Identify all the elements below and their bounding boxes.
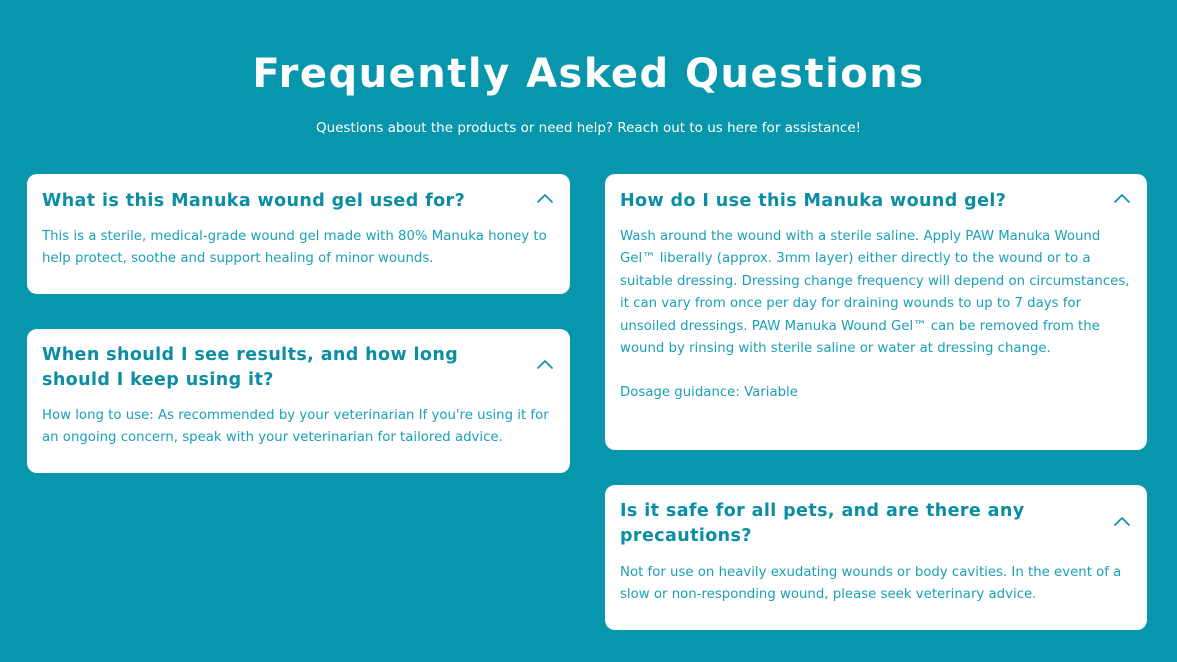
- chevron-up-icon[interactable]: [1114, 193, 1130, 203]
- faq-question-toggle[interactable]: [42, 189, 555, 214]
- faq-question-toggle[interactable]: [620, 189, 1132, 214]
- page-subtitle: Questions about the products or need help? Reach out to us here for assistance!: [315, 120, 862, 136]
- faq-item: [605, 174, 1147, 450]
- faq-answer-text: Wash around the wound with a sterile saline. Apply PAW Manuka Wound Gel™ liberally (approx. 3mm layer) either directly to the wound or to a suitable dressing. Dressing change frequency will depend on circumstances, it can vary from once per day for draining wounds to up to 7 days for unsoiled dressings. PAW Manuka Wound Gel™ can be removed from the wound by rinsing with sterile saline or water at dressing change.: [620, 229, 1130, 357]
- faq-item: [605, 485, 1147, 630]
- page-title: Frequently Asked Questions: [252, 51, 925, 97]
- faq-question-toggle[interactable]: [42, 343, 555, 392]
- faq-question: Is it safe for all pets, and are there any precautions?: [620, 501, 1025, 546]
- faq-question: What is this Manuka wound gel used for?: [42, 191, 466, 211]
- faq-answer-text: This is a sterile, medical-grade wound gel made with 80% Manuka honey to help protect, soothe and support healing of minor wounds.: [42, 229, 547, 267]
- faq-question: When should I see results, and how long should I keep using it?: [42, 345, 459, 390]
- chevron-up-icon[interactable]: [537, 193, 553, 203]
- faq-answer: [42, 226, 556, 271]
- faq-question: How do I use this Manuka wound gel?: [620, 191, 1007, 211]
- faq-item: [27, 329, 570, 473]
- faq-answer-text: Not for use on heavily exudating wounds or body cavities. In the event of a slow or non-responding wound, please seek veterinary advice.: [620, 565, 1122, 603]
- faq-answer: [620, 226, 1133, 405]
- faq-answer: [620, 562, 1133, 607]
- chevron-up-icon[interactable]: [1114, 516, 1130, 526]
- faq-item: [27, 174, 570, 294]
- faq-question-toggle[interactable]: [620, 499, 1132, 548]
- faq-answer-dosage: Dosage guidance: Variable: [620, 385, 798, 401]
- chevron-up-icon[interactable]: [537, 359, 553, 369]
- faq-answer-text: How long to use: As recommended by your veterinarian If you're using it for an ongoing concern, speak with your veterinarian for tailored advice.: [42, 408, 549, 446]
- faq-answer: [42, 405, 556, 450]
